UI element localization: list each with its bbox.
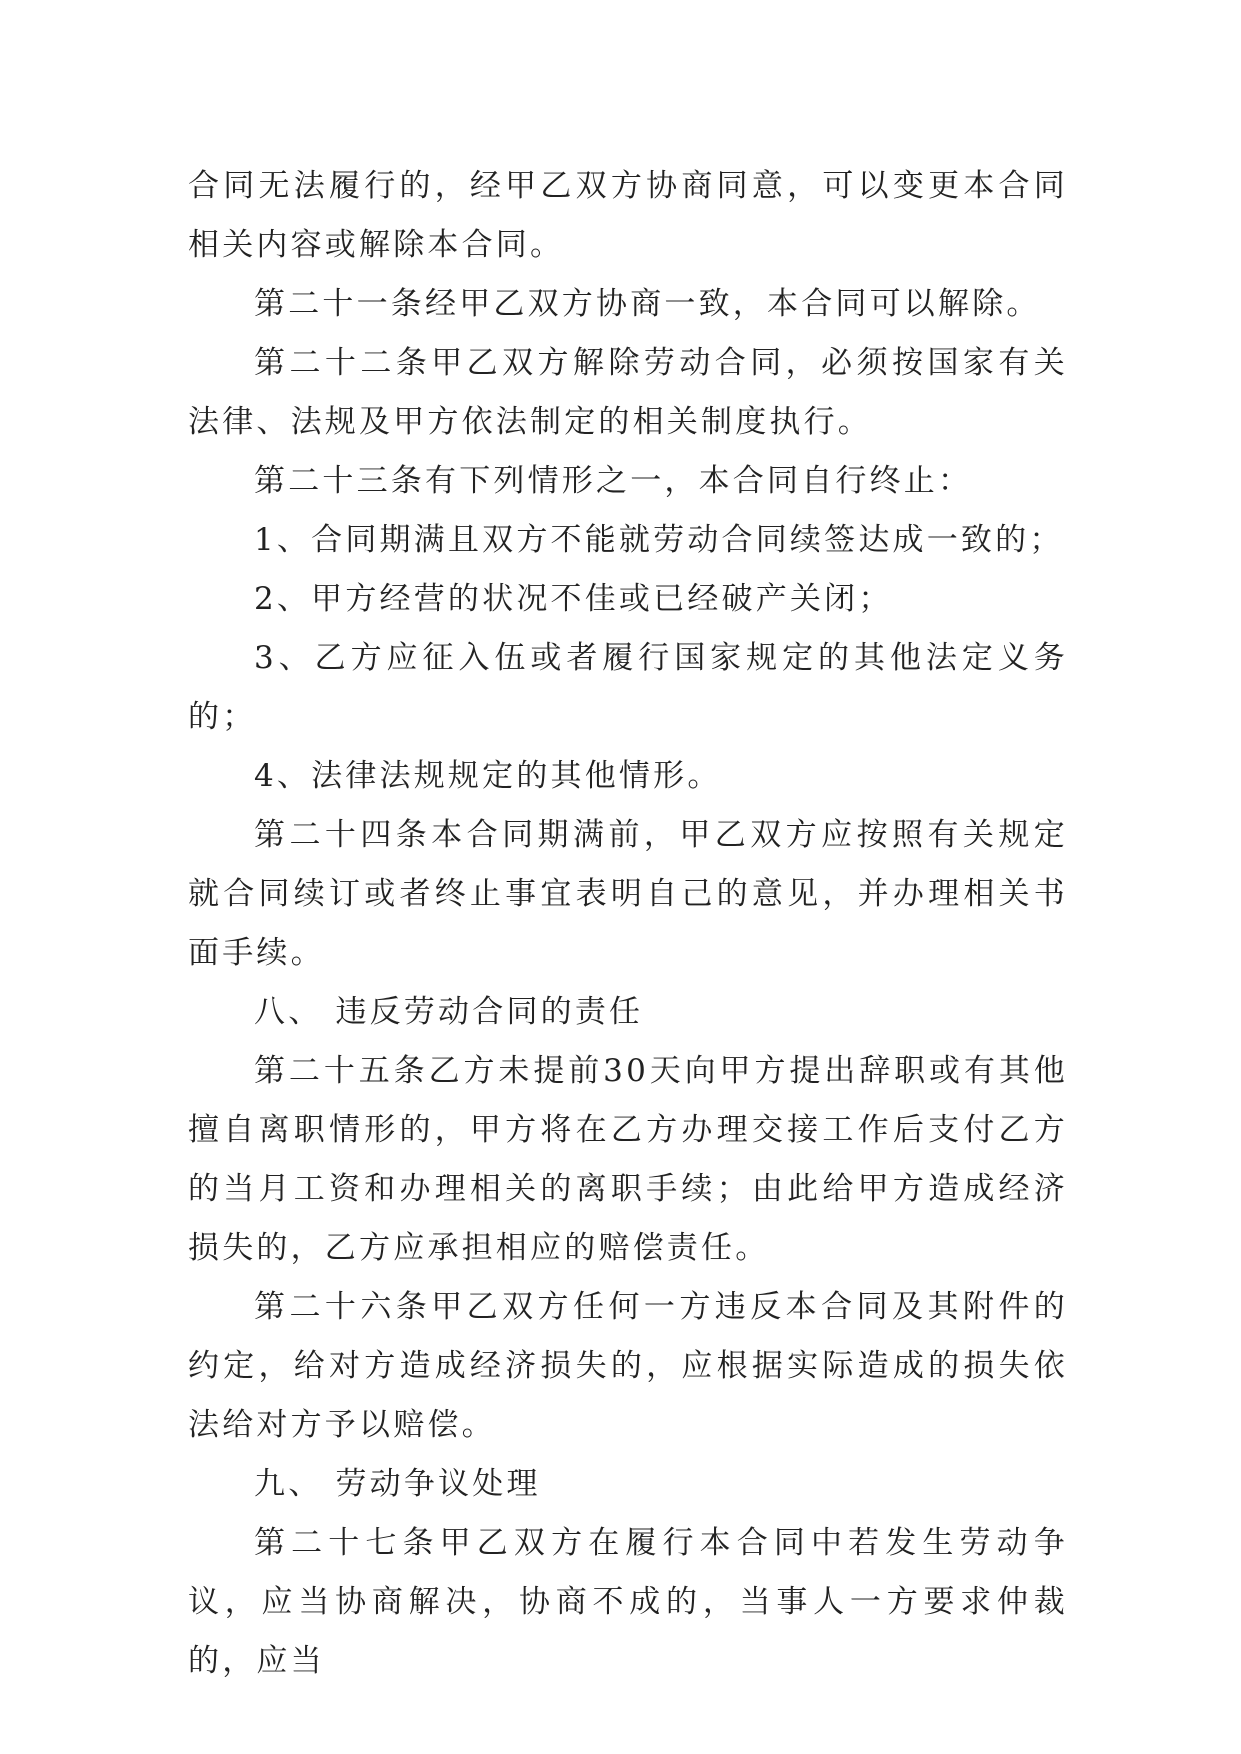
- paragraph-article-21: 第二十一条经甲乙双方协商一致，本合同可以解除。: [254, 286, 1041, 322]
- section-heading-8: 八、 违反劳动合同的责任: [254, 994, 644, 1030]
- paragraph-article-26: 第二十六条甲乙双方任何一方违反本合同及其附件的约定，给对方造成经济损失的，应根据实际造成的损失依法给对方予以赔偿。: [188, 1289, 1068, 1443]
- paragraph-article-25: 第二十五条乙方未提前30天向甲方提出辞职或有其他擅自离职情形的，甲方将在乙方办理交接工作后支付乙方的当月工资和办理相关的离职手续；由此给甲方造成经济损失的，乙方应承担相应的赔偿责任。: [188, 1053, 1068, 1266]
- paragraph-article-27: 第二十七条甲乙双方在履行本合同中若发生劳动争议，应当协商解决，协商不成的，当事人一方要求仲裁的，应当: [188, 1525, 1068, 1679]
- list-item-termination-3: 3、乙方应征入伍或者履行国家规定的其他法定义务的；: [188, 640, 1068, 735]
- list-item-termination-2: 2、甲方经营的状况不佳或已经破产关闭；: [254, 581, 893, 617]
- list-item-termination-4: 4、法律法规规定的其他情形。: [254, 758, 722, 794]
- list-item-termination-1: 1、合同期满且双方不能就劳动合同续签达成一致的；: [254, 522, 1064, 558]
- paragraph-article-22: 第二十二条甲乙双方解除劳动合同，必须按国家有关法律、法规及甲方依法制定的相关制度执行。: [188, 345, 1068, 440]
- document-page: [188, 157, 1068, 1691]
- paragraph-contract-continuation: 合同无法履行的，经甲乙双方协商同意，可以变更本合同相关内容或解除本合同。: [188, 168, 1068, 263]
- paragraph-article-24: 第二十四条本合同期满前，甲乙双方应按照有关规定就合同续订或者终止事宜表明自己的意见，并办理相关书面手续。: [188, 817, 1068, 971]
- section-heading-9: 九、 劳动争议处理: [254, 1466, 541, 1502]
- paragraph-article-23: 第二十三条有下列情形之一，本合同自行终止：: [254, 463, 973, 499]
